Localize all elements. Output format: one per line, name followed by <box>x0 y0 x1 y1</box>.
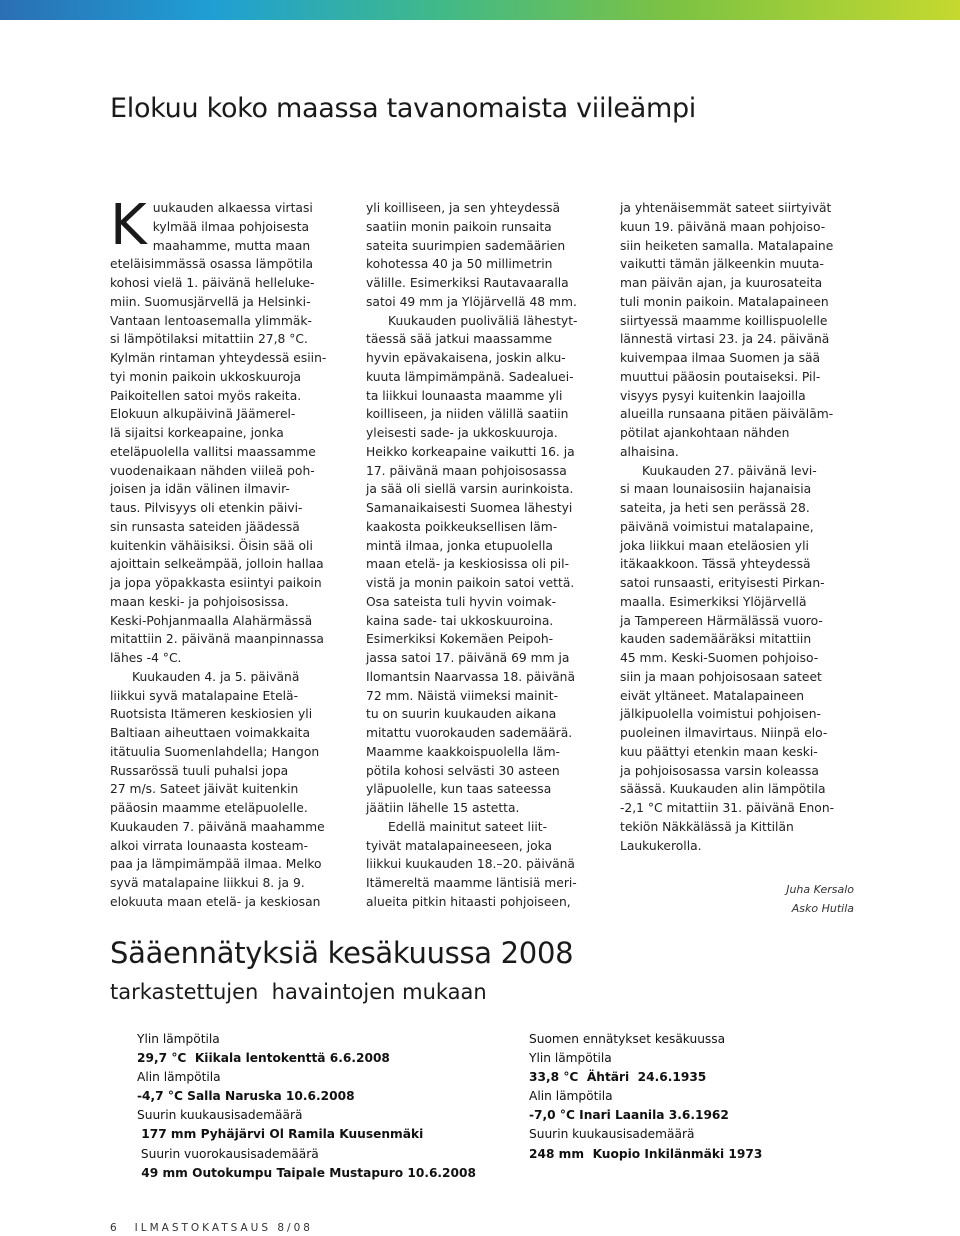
text-line: ja yhtenäisemmät sateet siirtyivät <box>620 201 832 215</box>
text-line: jälkipuolella voimistui pohjoisen- <box>620 707 821 722</box>
text-line: Ruotsista Itämeren keskiosien yli <box>110 707 313 722</box>
text-line: päivänä voimistui matalapaine, <box>620 519 814 534</box>
text-line: kauden sademääräksi mitattiin <box>620 632 812 647</box>
text-line: 72 mm. Näistä viimeksi mainit- <box>366 688 559 703</box>
text-line: Esimerkiksi Kokemäen Peipoh- <box>366 632 554 647</box>
text-line: Russarössä tuuli puhalsi jopa <box>110 763 289 778</box>
text-line: taus. Pilvisyys oli etenkin päivi- <box>110 501 303 515</box>
text-line: eteläpuolella vallitsi maassamme <box>110 444 316 459</box>
text-line: tyivät matalapaineeseen, joka <box>366 838 553 853</box>
text-line: maan etelä- ja keskiosissa oli pil- <box>366 557 570 572</box>
record-heading: Ylin lämpötila <box>529 1051 612 1066</box>
text-line: säässä. Kuukauden alin lämpötila <box>620 782 826 797</box>
text-line: kylmää ilmaa pohjoisesta <box>152 219 310 234</box>
text-line: ja Tampereen Härmälässä vuoro- <box>620 613 823 628</box>
text-line: mintä ilmaa, jonka etupuolella <box>366 538 553 553</box>
article-column-3 <box>620 199 856 855</box>
magazine-name: ILMASTOKATSAUS 8/08 <box>134 1222 313 1234</box>
text-line: maalla. Esimerkiksi Ylöjärvellä <box>620 594 807 609</box>
page-footer <box>110 1222 313 1234</box>
records-finland-june <box>529 1030 762 1164</box>
text-line: kuuta lämpimämpänä. Sadealuei- <box>366 369 574 384</box>
text-line: liikkui kuukauden 18.–20. päivänä <box>366 857 575 872</box>
text-line: ja jopa yöpakkasta esiintyi paikoin <box>110 576 322 590</box>
text-line: tyi monin paikoin ukkoskuuroja <box>110 369 302 384</box>
record-value: 177 mm Pyhäjärvi Ol Ramila Kuusenmäki <box>137 1127 424 1142</box>
text-line: eteläisimmässä osassa lämpötila <box>110 257 314 272</box>
text-line: lä sijaitsi korkeapaine, jonka <box>110 426 284 440</box>
text-line: Kuukauden 7. päivänä maahamme <box>110 819 325 834</box>
column-2-paragraph-2 <box>366 330 602 818</box>
record-value: -4,7 °C Salla Naruska 10.6.2008 <box>137 1089 355 1104</box>
column-1-paragraph <box>110 255 346 668</box>
text-line: kaina sade- tai ukkoskuuroina. <box>366 613 554 628</box>
text-line: mitattu vuorokauden sademäärä. <box>366 726 573 740</box>
text-line: si lämpötilaksi mitattiin 27,8 °C. <box>110 332 308 347</box>
text-line: mitattiin 2. päivänä maanpinnassa <box>110 632 324 647</box>
record-heading: Ylin lämpötila <box>137 1032 220 1046</box>
text-line: joisen ja idän välinen ilmavir- <box>110 482 290 497</box>
text-line: maan keski- ja pohjoisosissa. <box>110 594 289 609</box>
text-line: hyvin epävakaisena, joskin alku- <box>366 351 566 365</box>
text-line: kuu päättyi etenkin maan keski- <box>620 744 818 759</box>
text-line: -2,1 °C mitattiin 31. päivänä Enon- <box>620 801 835 815</box>
text-line: eivät yltäneet. Matalapaineen <box>620 688 805 703</box>
page-number: 6 <box>110 1222 117 1234</box>
text-line: kohotessa 40 ja 50 millimetrin <box>366 257 553 272</box>
record-value: 248 mm Kuopio Inkilänmäki 1973 <box>529 1146 763 1161</box>
text-line: Keski-Pohjanmaalla Alahärmässä <box>110 613 313 628</box>
records-title: Sääennätyksiä kesäkuussa 2008 <box>110 936 574 970</box>
text-line: satoi 49 mm ja Ylöjärvellä 48 mm. <box>366 294 577 309</box>
text-line: siin ja maan pohjoisosaan sateet <box>620 669 822 684</box>
text-line: Maamme kaakkoispuolella läm- <box>366 744 560 759</box>
text-line: 17. päivänä maan pohjoisosassa <box>366 463 567 478</box>
text-line: itätuulia Suomenlahdella; Hangon <box>110 744 320 759</box>
paragraph-first-line: Kuukauden puoliväliä lähestyt- <box>388 313 578 328</box>
text-line: Kylmän rintaman yhteydessä esiin- <box>110 351 327 365</box>
text-line: 45 mm. Keski-Suomen pohjoiso- <box>620 651 819 665</box>
text-line: alkoi virrata lounaasta kosteam- <box>110 838 309 853</box>
author-name: Asko Hutila <box>791 902 854 915</box>
text-line: 27 m/s. Sateet jäivät kuitenkin <box>110 782 299 797</box>
text-line: syvä matalapaine liikkui 8. ja 9. <box>110 876 305 890</box>
text-line: jäätiin lähelle 15 astetta. <box>366 801 520 815</box>
record-group-heading: Suomen ennätykset kesäkuussa <box>529 1032 726 1046</box>
text-line: pötila kohosi selvästi 30 asteen <box>366 763 560 778</box>
text-line: satoi runsaasti, erityisesti Pirkan- <box>620 576 825 590</box>
text-line: man päivän ajan, ja kuurosateita <box>620 276 823 290</box>
text-line: pötilat ajankohtaan nähden <box>620 426 790 440</box>
text-line: yläpuolelle, kun taas sateessa <box>366 782 552 797</box>
text-line: kuivempaa ilmaa Suomen ja sää <box>620 351 821 365</box>
text-line: visyys pysyi kuitenkin laajoilla <box>620 388 806 403</box>
decorative-gradient-bar <box>0 0 960 20</box>
column-2-paragraph-3 <box>366 837 602 912</box>
text-line: siin heiketen samalla. Matalapaine <box>620 238 834 253</box>
text-line: kaakosta poikkeuksellisen läm- <box>366 519 558 534</box>
text-line: alueita pitkin hitaasti pohjoiseen, <box>366 894 571 909</box>
text-line: uukauden alkaessa virtasi <box>152 201 313 215</box>
text-line: ja sää oli siellä varsin aurinkoista. <box>366 482 574 497</box>
text-line: muuttui pääosin poutaiseksi. Pil- <box>620 369 821 384</box>
text-line: sateita suurimpien sademäärien <box>366 238 566 253</box>
text-line: joka liikkui maan eteläosien yli <box>620 538 809 553</box>
text-line: lähes -4 °C. <box>110 651 182 665</box>
records-subtitle: tarkastettujen havaintojen mukaan <box>110 980 487 1004</box>
text-line: Ilomantsin Naarvassa 18. päivänä <box>366 669 575 684</box>
record-value: 29,7 °C Kiikala lentokenttä 6.6.2008 <box>137 1051 390 1066</box>
text-line: Osa sateista tuli hyvin voimak- <box>366 594 557 609</box>
text-line: Laukukerolla. <box>620 838 702 853</box>
text-line: itäkaakkoon. Tässä yhteydessä <box>620 557 811 572</box>
text-line: tuli monin paikoin. Matalapaineen <box>620 294 829 309</box>
text-line: tekiön Näkkälässä ja Kittilän <box>620 819 794 834</box>
record-heading: Alin lämpötila <box>137 1070 221 1085</box>
text-line: Paikoitellen satoi myös rakeita. <box>110 388 302 403</box>
paragraph-first-line: Kuukauden 27. päivänä levi- <box>642 463 817 478</box>
record-value: 49 mm Outokumpu Taipale Mustapuro 10.6.2008 <box>137 1165 476 1180</box>
text-line: paa ja lämpimämpää ilmaa. Melko <box>110 857 322 872</box>
text-line: saatiin monin paikoin runsaita <box>366 219 552 234</box>
text-line: koilliseen, ja niiden välillä saatiin <box>366 407 569 422</box>
text-line: puoleinen ilmavirtaus. Niinpä elo- <box>620 726 828 740</box>
paragraph-first-line: Kuukauden 4. ja 5. päivänä <box>132 669 300 684</box>
text-line: sin runsasta sateiden jäädessä <box>110 519 300 534</box>
text-line: liikkui syvä matalapaine Etelä- <box>110 688 299 703</box>
text-line: ta liikkui lounaasta maamme yli <box>366 388 563 403</box>
text-line: lännestä virtasi 23. ja 24. päivänä <box>620 332 830 347</box>
text-line: yli koilliseen, ja sen yhteydessä <box>366 201 561 215</box>
record-heading: Suurin vuorokausisademäärä <box>137 1146 319 1161</box>
article-headline: Elokuu koko maassa tavanomaista viileämpi <box>110 93 697 124</box>
text-line: yleisesti sade- ja ukkoskuuroja. <box>366 426 558 440</box>
text-line: vuodenaikaan nähden viileä poh- <box>110 463 315 478</box>
column-1-paragraph-2 <box>110 687 346 912</box>
article-column-2 <box>366 199 602 912</box>
text-line: alueilla runsaana pitäen päivälām- <box>620 407 834 422</box>
text-line: kuitenkin vähäisiksi. Öisin sää oli <box>110 538 313 553</box>
text-line: alhaisina. <box>620 444 679 459</box>
text-line: Baltiaan aiheuttaen voimakkaita <box>110 726 311 740</box>
column-3-paragraph <box>620 199 856 462</box>
author-signatures <box>786 880 854 918</box>
column-2-paragraph <box>366 199 602 312</box>
text-line: täessä sää jatkui maassamme <box>366 332 553 347</box>
record-heading: Suurin kuukausisademäärä <box>529 1127 695 1142</box>
text-line: vistä ja monin paikoin satoi vettä. <box>366 576 575 590</box>
paragraph-first-line: Edellä mainitut sateet liit- <box>388 819 548 834</box>
record-value: 33,8 °C Ähtäri 24.6.1935 <box>529 1070 707 1085</box>
text-line: Heikko korkeapaine vaikutti 16. ja <box>366 444 575 459</box>
text-line: miin. Suomusjärvellä ja Helsinki- <box>110 294 311 309</box>
column-3-paragraph-2 <box>620 480 856 855</box>
record-heading: Suurin kuukausisademäärä <box>137 1108 303 1123</box>
text-line: pääosin maamme eteläpuolelle. <box>110 801 308 815</box>
text-line: välille. Esimerkiksi Rautavaaralla <box>366 276 569 290</box>
text-line: Elokuun alkupäivinä Jäämerel- <box>110 407 296 422</box>
record-heading: Alin lämpötila <box>529 1089 613 1104</box>
text-line: elokuuta maan etelä- ja keskiosan <box>110 894 321 909</box>
text-line: Samanaikaisesti Suomea lähestyi <box>366 501 573 515</box>
text-line: maahamme, mutta maan <box>152 238 311 253</box>
text-line: sateita, ja heti sen perässä 28. <box>620 501 810 515</box>
text-line: tu on suurin kuukauden aikana <box>366 707 557 722</box>
text-line: ja pohjoisosassa varsin koleassa <box>620 763 819 778</box>
text-line: si maan lounaisosiin hajanaisia <box>620 482 812 497</box>
records-june-2008 <box>137 1030 476 1183</box>
text-line: jassa satoi 17. päivänä 69 mm ja <box>366 651 570 665</box>
record-value: -7,0 °C Inari Laanila 3.6.1962 <box>529 1108 729 1123</box>
text-line: siirtyessä maamme koillispuolelle <box>620 313 828 328</box>
article-column-1 <box>110 193 346 912</box>
text-line: vaikutti tämän jälkeenkin muuta- <box>620 257 824 272</box>
text-line: kuun 19. päivänä maan pohjoiso- <box>620 219 826 234</box>
text-line: kohosi vielä 1. päivänä helleluke- <box>110 276 315 290</box>
text-line: Vantaan lentoasemalla ylimmäk- <box>110 313 312 328</box>
author-name: Juha Kersalo <box>786 883 854 896</box>
text-line: ajoittain selkeämpää, jolloin hallaa <box>110 557 324 572</box>
drop-cap: K <box>110 193 147 258</box>
text-line: Itämereltä maamme läntisiä meri- <box>366 876 577 890</box>
